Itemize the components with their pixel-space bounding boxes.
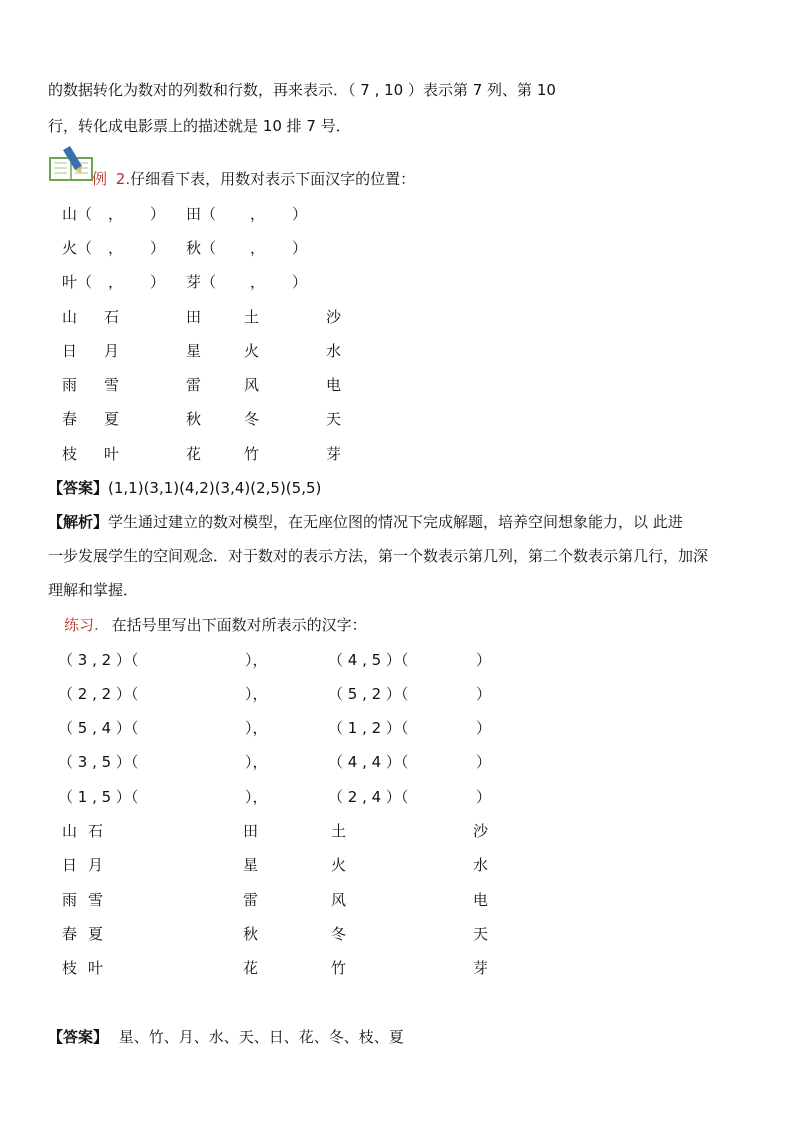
example-text: 仔细看下表，用数对表示下面汉字的位置： [130,170,416,188]
example-number: 2. [115,170,131,188]
intro-line-1: 的数据转化为数对的列数和行数，再来表示．（ 7 , 10 ）表示第 7 列、第 10 [48,81,556,99]
exercise-heading [64,615,367,635]
analysis-line-1: 【解析】学生通过建立的数对模型，在无座位图的情况下完成解题，培养空间想象能力，以 此进 [48,513,683,531]
example-heading [92,169,415,189]
example-label: 例 [92,170,108,188]
pencil-book-icon [48,146,94,182]
analysis-line-2: 一步发展学生的空间观念．对于数对的表示方法，第一个数表示第几列，第二个数表示第几行，加深 [48,547,709,565]
answer-2 [48,1027,404,1047]
intro-line-2: 行，转化成电影票上的描述就是 10 排 7 号． [48,117,351,135]
answer-text: 星、竹、月、水、天、日、花、冬、枝、夏 [118,1028,404,1046]
analysis-label: 【解析】 [48,513,109,531]
answer-label: 【答案】 [48,1028,109,1046]
exercise-label: 练习. [64,616,99,634]
answer-text: (1,1)(3,1)(4,2)(3,4)(2,5)(5,5) [108,479,322,497]
answer-1 [48,478,321,498]
analysis-line-3: 理解和掌握． [48,581,139,599]
answer-label: 【答案】 [48,479,109,497]
exercise-text: 在括号里写出下面数对所表示的汉字： [111,616,367,634]
